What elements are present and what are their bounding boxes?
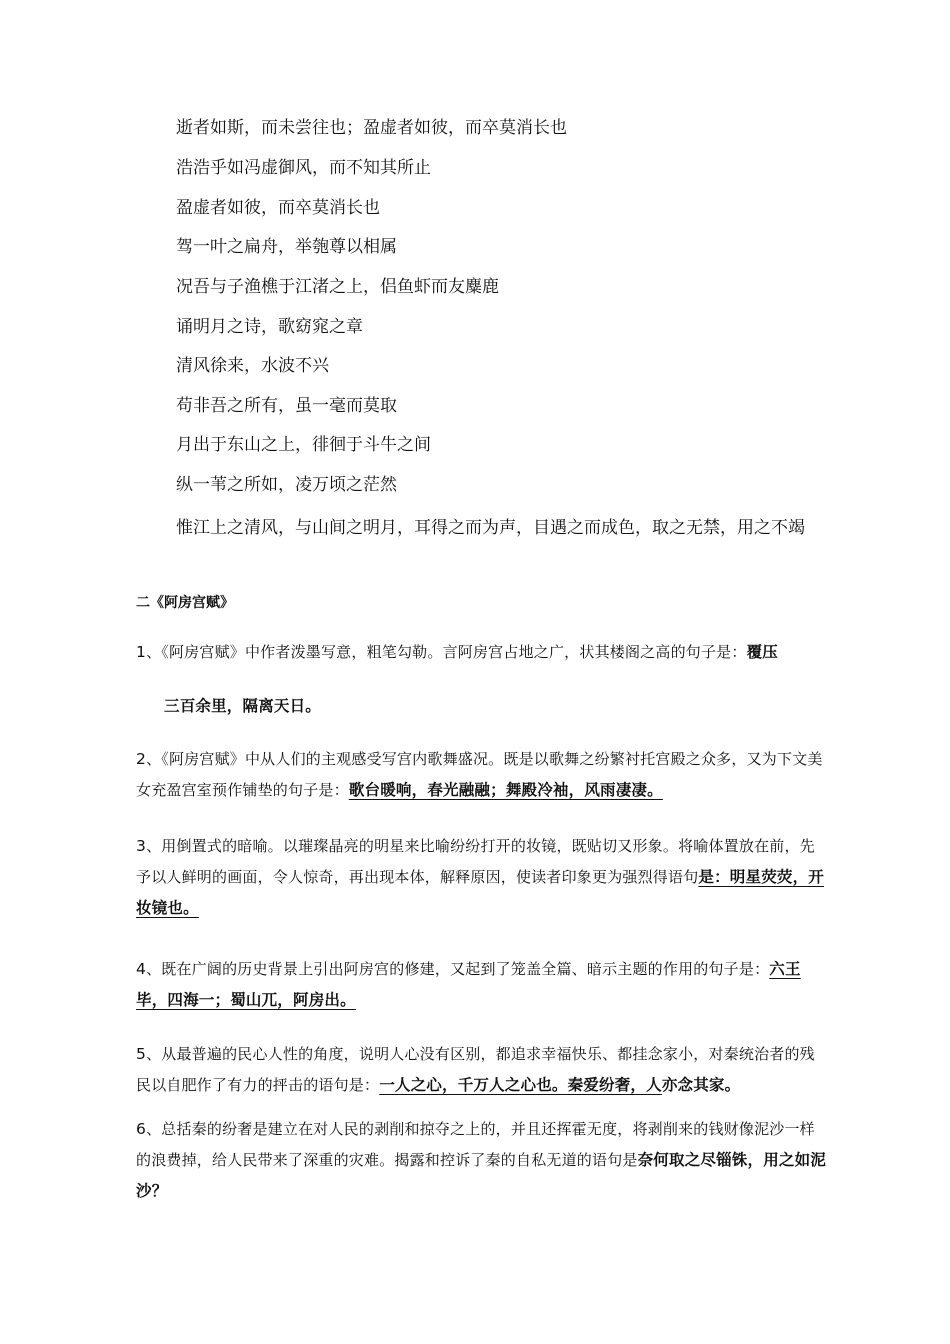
question-answer: 奈何取之尽锱铢，用之如泥沙？ [136, 1151, 827, 1200]
poem-line: 诵明月之诗，歌窈窕之章 [176, 317, 363, 337]
question-answer: 覆压 [746, 643, 778, 661]
question-answer: 一人之心，千万人之心也。秦爱纷奢，人 [379, 1076, 662, 1094]
question-1 [136, 637, 826, 668]
poem-line: 驾一叶之扁舟，举匏尊以相属 [176, 237, 397, 257]
question-separator: 、 [146, 643, 162, 661]
question-text: 《阿房宫赋》中作者泼墨写意，粗笔勾勒。言阿房宫占地之广，状其楼阁之高的句子是： [161, 643, 747, 661]
question-number: 6 [136, 1120, 147, 1138]
poem-line: 纵一苇之所如，凌万顷之茫然 [176, 475, 397, 495]
poem-line: 逝者如斯，而未尝往也；盈虚者如彼，而卒莫消长也 [176, 118, 567, 138]
question-number: 2 [136, 750, 147, 768]
question-text: 用倒置式的暗喻。以璀璨晶亮的明星来比喻纷纷打开的妆镜，既贴切又形象。将喻体置放在前，先予以人鲜明的画面，令人惊奇，再出现本体，解释原因，使读者印象更为强烈得语句 [136, 837, 815, 886]
question-text: 《阿房宫赋》中从人们的主观感受写宫内歌舞盛况。既是以歌舞之纷繁衬托宫殿之众多，又为下文美女充盈宫室预作铺垫的句子是： [136, 750, 823, 799]
question-answer: 歌台暖响，春光融融；舞殿冷袖，风雨凄凄。 [348, 781, 663, 799]
question-answer: 六王毕，四海一；蜀山兀，阿房出。 [136, 960, 801, 1009]
question-separator: 、 [146, 960, 162, 978]
poem-line: 苟非吾之所有，虽一毫而莫取 [176, 396, 397, 416]
question-1-answer-line [164, 691, 854, 722]
question-text: 既在广阔的历史背景上引出阿房宫的修建，又起到了笼盖全篇、暗示主题的作用的句子是： [161, 960, 770, 978]
question-number: 1 [136, 643, 147, 661]
poem-line: 浩浩乎如冯虚御风，而不知其所止 [176, 158, 431, 178]
question-3 [136, 831, 826, 924]
question-separator: 、 [146, 837, 162, 855]
poem-paragraph: 惟江上之清风，与山间之明月，耳得之而为声，目遇之而成色，取之无禁，用之不竭 [176, 518, 805, 538]
question-6 [136, 1114, 826, 1207]
question-number: 5 [136, 1045, 147, 1063]
section-heading: 二《阿房宫赋》 [136, 595, 234, 611]
question-5 [136, 1039, 826, 1101]
poem-line: 盈虚者如彼，而卒莫消长也 [176, 198, 380, 218]
question-4 [136, 954, 826, 1016]
question-answer: 三百余里，隔离天日。 [164, 697, 322, 715]
question-separator: 、 [146, 1120, 162, 1138]
question-number: 4 [136, 960, 147, 978]
poem-line: 况吾与子渔樵于江渚之上，侣鱼虾而友麋鹿 [176, 277, 499, 297]
question-number: 3 [136, 837, 147, 855]
question-2 [136, 744, 826, 806]
question-text: 总括秦的纷奢是建立在对人民的剥削和掠夺之上的，并且还挥霍无度，将剥削来的钱财像泥沙一样的浪费掉，给人民带来了深重的灾难。揭露和控诉了秦的自私无道的语句是 [136, 1120, 815, 1169]
question-separator: 、 [146, 750, 162, 768]
poem-line: 清风徐来，水波不兴 [176, 356, 329, 376]
question-answer-tail: 亦念其家。 [661, 1076, 741, 1094]
question-separator: 、 [146, 1045, 162, 1063]
question-answer: 是：明星荧荧，开妆镜也。 [136, 868, 825, 917]
poem-line: 月出于东山之上，徘徊于斗牛之间 [176, 435, 431, 455]
question-text: 从最普遍的民心人性的角度，说明人心没有区别，都追求幸福快乐、都挂念家小，对秦统治者的残民以自肥作了有力的抨击的语句是： [136, 1045, 815, 1094]
